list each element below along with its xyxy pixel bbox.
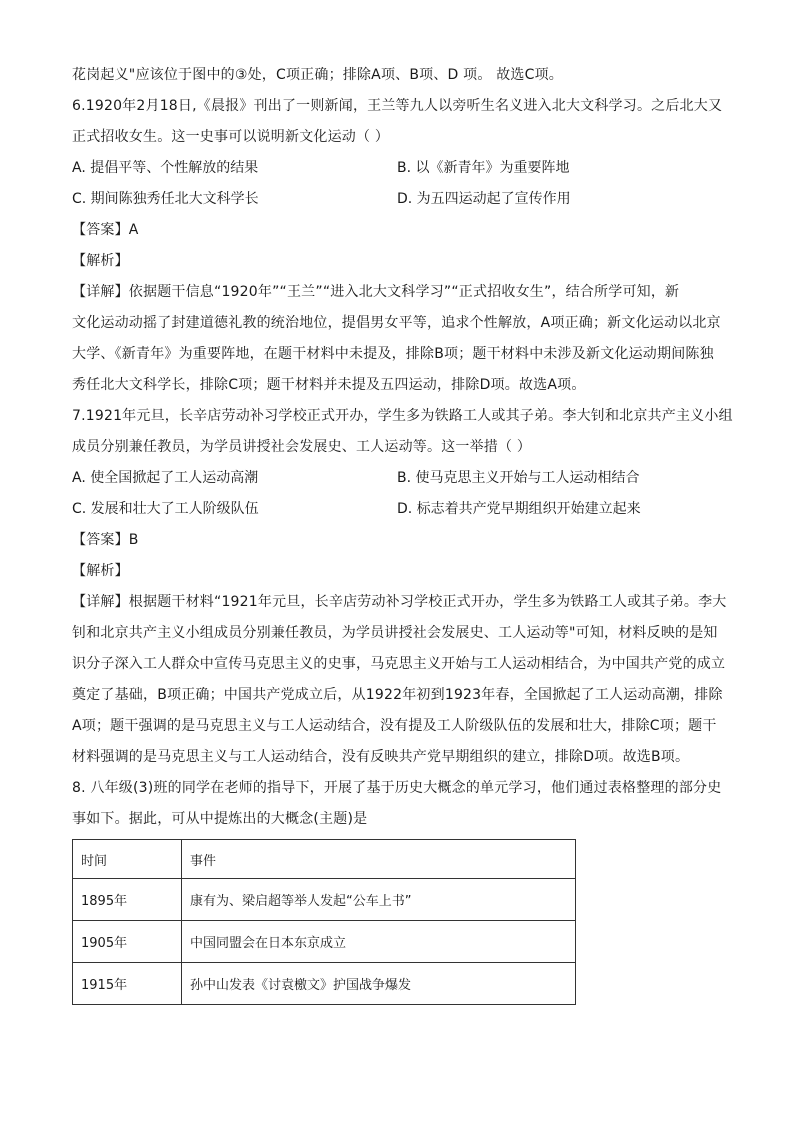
table-row xyxy=(73,963,576,1005)
q7-stem-line-2: 成员分别兼任教员，为学员讲授社会发展史、工人运动等。这一举措（ ） xyxy=(72,439,532,455)
q6-analysis-label: 【解析】 xyxy=(72,253,129,269)
q6-detail-line-4: 秀任北大文科学长，排除C项；题干材料并未提及五四运动，排除D项。故选A项。 xyxy=(72,377,586,393)
q7-analysis-label: 【解析】 xyxy=(72,563,129,579)
q6-options-row-2 xyxy=(72,184,722,215)
q6-option-a: A. 提倡平等、个性解放的结果 xyxy=(72,160,259,176)
table-header-event: 事件 xyxy=(182,840,576,879)
q8-stem-line-1: 8. 八年级(3)班的同学在老师的指导下，开展了基于历史大概念的单元学习，他们通过表格整理的部分史 xyxy=(72,780,722,796)
q7-detail-line-2: 钊和北京共产主义小组成员分别兼任教员，为学员讲授社会发展史、工人运动等"可知，材料反映的是知 xyxy=(72,625,718,641)
q6-stem-line-2: 正式招收女生。这一史事可以说明新文化运动（ ） xyxy=(72,129,390,145)
table-cell-year: 1915年 xyxy=(73,963,182,1005)
q7-option-c: C. 发展和壮大了工人阶级队伍 xyxy=(72,501,259,517)
q6-answer: 【答案】A xyxy=(72,222,139,238)
table-row xyxy=(73,921,576,963)
q6-option-d: D. 为五四运动起了宣传作用 xyxy=(397,191,571,207)
q6-options-row-1 xyxy=(72,153,722,184)
q6-option-c: C. 期间陈独秀任北大文科学长 xyxy=(72,191,259,207)
table-cell-event: 康有为、梁启超等举人发起“公车上书” xyxy=(182,879,576,921)
q6-detail-line-1: 【详解】依据题干信息“1920年”“王兰”“进入北大文科学习”“正式招收女生”，结合所学可知，新 xyxy=(72,284,680,300)
q7-options-row-2 xyxy=(72,494,722,525)
q8-stem-line-2: 事如下。据此，可从中提炼出的大概念(主题)是 xyxy=(72,811,368,827)
q7-detail-line-4: 奠定了基础，B项正确；中国共产党成立后，从1922年初到1923年春，全国掀起了工人运动高潮，排除 xyxy=(72,687,723,703)
question-6 xyxy=(72,91,722,401)
q7-option-d: D. 标志着共产党早期组织开始建立起来 xyxy=(397,501,641,517)
table-row xyxy=(73,879,576,921)
q7-detail-line-5: A项；题干强调的是马克思主义与工人运动结合，没有提及工人阶级队伍的发展和壮大，排除C项；题干 xyxy=(72,718,717,734)
question-8 xyxy=(72,773,722,1005)
q7-options-row-1 xyxy=(72,463,722,494)
q6-stem-line-1: 6.1920年2月18日,《晨报》刊出了一则新闻，王兰等九人以旁听生名义进入北大文科学习。之后北大又 xyxy=(72,98,723,114)
table-cell-year: 1905年 xyxy=(73,921,182,963)
table-header-time: 时间 xyxy=(73,840,182,879)
table-cell-year: 1895年 xyxy=(73,879,182,921)
q6-detail-line-2: 文化运动动摇了封建道德礼教的统治地位，提倡男女平等，追求个性解放，A项正确；新文化运动以北京 xyxy=(72,315,721,331)
q7-option-a: A. 使全国掀起了工人运动高潮 xyxy=(72,470,259,486)
table-cell-event: 孙中山发表《讨袁檄文》护国战争爆发 xyxy=(182,963,576,1005)
question-7 xyxy=(72,401,733,773)
q7-stem-line-1: 7.1921年元旦，长辛店劳动补习学校正式开办，学生多为铁路工人或其子弟。李大钊和北京共产主义小组 xyxy=(72,408,733,424)
intro-line: 花岗起义"应该位于图中的③处，C项正确；排除A项、B项、D 项。 故选C项。 xyxy=(72,67,564,83)
q7-detail-line-1: 【详解】根据题干材料“1921年元旦，长辛店劳动补习学校正式开办，学生多为铁路工人或其子弟。李大 xyxy=(72,594,727,610)
q6-option-b: B. 以《新青年》为重要阵地 xyxy=(397,160,570,176)
table-header-row xyxy=(73,840,576,879)
q7-detail-line-3: 识分子深入工人群众中宣传马克思主义的史事，马克思主义开始与工人运动相结合，为中国共产党的成立 xyxy=(72,656,726,672)
q6-detail-line-3: 大学、《新青年》为重要阵地，在题干材料中未提及，排除B项；题干材料中未涉及新文化运动期间陈独 xyxy=(72,346,714,362)
q7-option-b: B. 使马克思主义开始与工人运动相结合 xyxy=(397,470,640,486)
document-page xyxy=(72,60,733,1005)
q7-answer: 【答案】B xyxy=(72,532,139,548)
events-table xyxy=(72,839,576,1005)
table-cell-event: 中国同盟会在日本东京成立 xyxy=(182,921,576,963)
q7-detail-line-6: 材料强调的是马克思主义与工人运动结合，没有反映共产党早期组织的建立，排除D项。故选B项。 xyxy=(72,749,690,765)
